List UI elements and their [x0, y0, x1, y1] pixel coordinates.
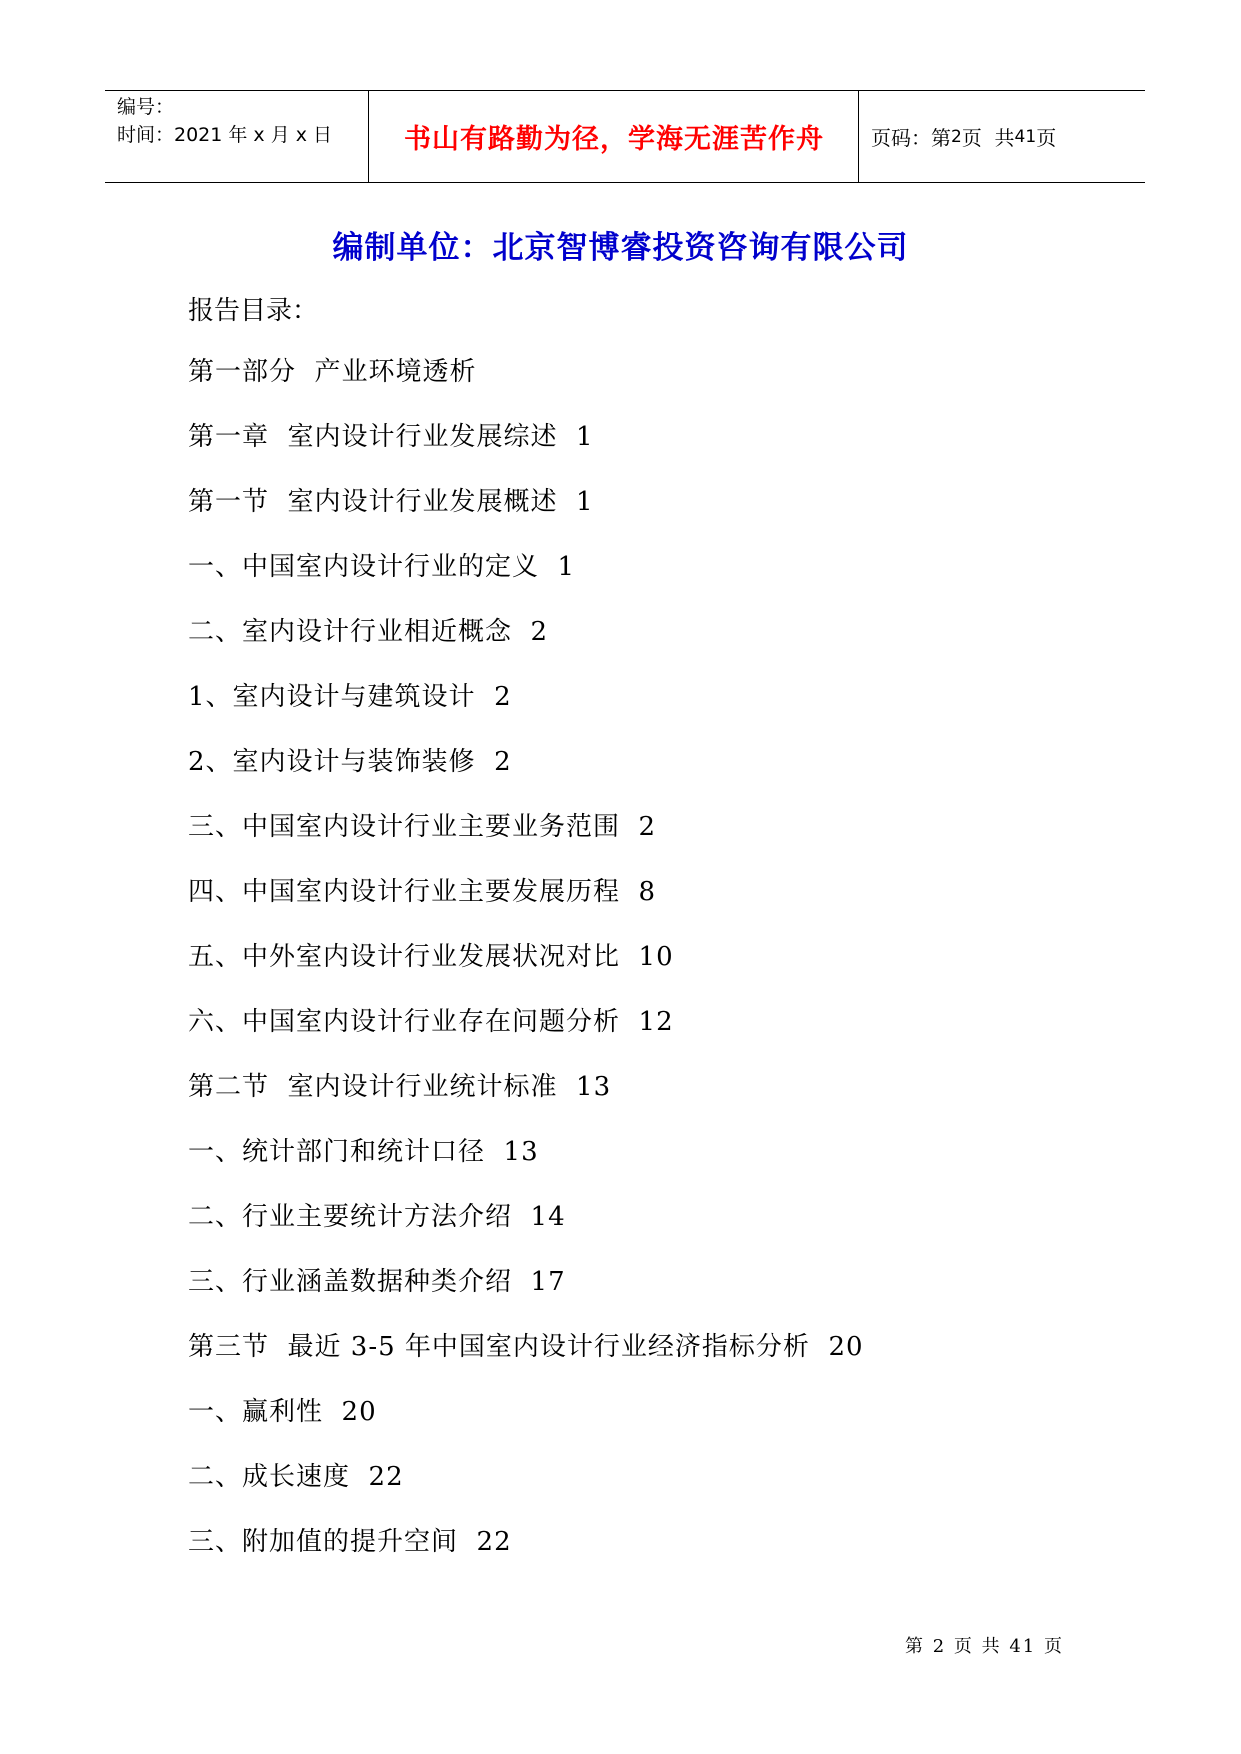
toc-entry: 一、赢利性 20 [188, 1397, 377, 1427]
toc-entry: 一、中国室内设计行业的定义 1 [188, 552, 576, 582]
header-motto: 书山有路勤为径，学海无涯苦作舟 [404, 124, 824, 155]
toc-entry: 第一部分 产业环境透析 [188, 357, 477, 387]
header-divider [858, 91, 859, 182]
organization-title: 编制单位：北京智博睿投资咨询有限公司 [332, 230, 909, 266]
toc-entry: 2、室内设计与装饰装修 2 [188, 747, 512, 777]
page-header [105, 90, 1145, 183]
toc-entry: 一、统计部门和统计口径 13 [188, 1137, 539, 1167]
toc-heading: 报告目录： [188, 296, 319, 326]
total-pages: 41 [1014, 126, 1037, 147]
toc-entry: 三、行业涵盖数据种类介绍 17 [188, 1267, 566, 1297]
document-number-label: 编号： [117, 96, 175, 118]
toc-entry: 二、行业主要统计方法介绍 14 [188, 1202, 566, 1232]
header-divider [368, 91, 369, 182]
toc-entry: 第一节 室内设计行业发展概述 1 [188, 487, 594, 517]
toc-entry: 第三节 最近 3-5 年中国室内设计行业经济指标分析 20 [188, 1332, 864, 1362]
toc-entry: 三、附加值的提升空间 22 [188, 1527, 512, 1557]
page-mid: 页 共 [961, 126, 1015, 150]
toc-entry: 六、中国室内设计行业存在问题分析 12 [188, 1007, 674, 1037]
toc-entry: 三、中国室内设计行业主要业务范围 2 [188, 812, 657, 842]
toc-entry: 四、中国室内设计行业主要发展历程 8 [188, 877, 657, 907]
toc-entry: 五、中外室内设计行业发展状况对比 10 [188, 942, 674, 972]
toc-entry: 第一章 室内设计行业发展综述 1 [188, 422, 594, 452]
document-date: 时间：2021 年 x 月 x 日 [117, 124, 333, 146]
page-prefix: 页码：第 [871, 126, 951, 150]
toc-entry: 二、成长速度 22 [188, 1462, 404, 1492]
header-page-number [871, 91, 1056, 182]
page-suffix: 页 [1036, 126, 1057, 150]
toc-entry: 1、室内设计与建筑设计 2 [188, 682, 512, 712]
toc-entry: 第二节 室内设计行业统计标准 13 [188, 1072, 612, 1102]
header-meta [117, 93, 332, 149]
toc-entry: 二、室内设计行业相近概念 2 [188, 617, 549, 647]
page-footer: 第 2 页 共 41 页 [905, 1636, 1064, 1657]
table-of-contents [188, 350, 864, 1585]
current-page: 2 [951, 126, 962, 147]
